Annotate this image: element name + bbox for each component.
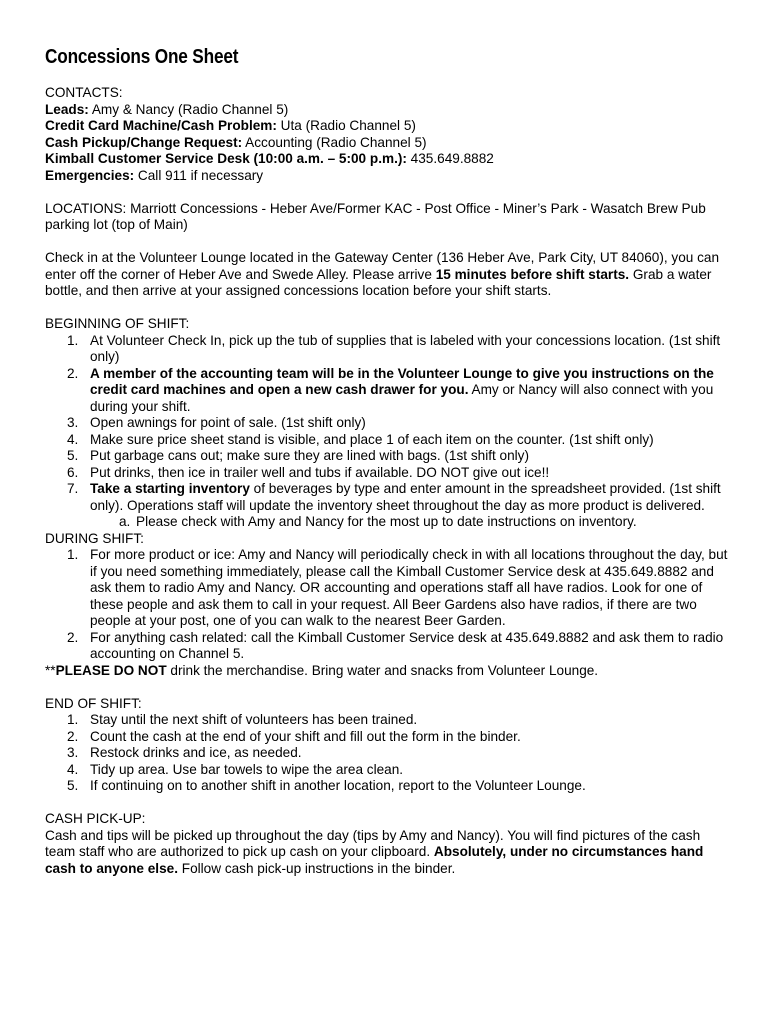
list-item <box>45 415 733 432</box>
end-list <box>45 712 733 795</box>
cash-text: Cash and tips will be picked up throughout the day (tips by Amy and Nancy). You will find pictures of the cash team staff who are authorized to pick up cash on your clipboard. <box>45 827 701 859</box>
beginning-section <box>45 316 733 531</box>
contact-label: Leads: <box>45 101 89 117</box>
item-text: Make sure price sheet stand is visible, and place 1 of each item on the counter. (1st shift only) <box>90 431 654 447</box>
item-bold: A member of the accounting team will be in the Volunteer Lounge to give you instructions on the credit card machines and open a new cash drawer for you. <box>90 365 714 397</box>
list-item <box>45 712 733 729</box>
item-number: 6. <box>67 464 79 480</box>
item-number: 1. <box>67 712 79 727</box>
item-number: 2. <box>67 629 79 645</box>
during-list <box>45 547 733 663</box>
item-number: 4. <box>67 761 79 777</box>
contact-line <box>45 151 733 168</box>
contacts-section <box>45 85 733 184</box>
end-heading: END OF SHIFT: <box>45 695 142 711</box>
item-text: Please check with Amy and Nancy for the most up to date instructions on inventory. <box>136 514 637 529</box>
contact-label: Cash Pickup/Change Request: <box>45 134 243 150</box>
list-item <box>45 778 733 795</box>
contact-label: Credit Card Machine/Cash Problem: <box>45 118 277 133</box>
list-item <box>45 366 733 416</box>
item-letter: a. <box>119 514 131 529</box>
item-text: Amy or Nancy will also connect with you during your shift. <box>90 382 714 414</box>
contact-label: Emergencies: <box>45 167 135 183</box>
item-text: Restock drinks and ice, as needed. <box>90 745 302 760</box>
beginning-heading: BEGINNING OF SHIFT: <box>45 316 190 331</box>
item-text: Count the cash at the end of your shift and fill out the form in the binder. <box>90 728 521 744</box>
checkin-emphasis: 15 minutes before shift starts. <box>435 266 630 282</box>
note-text: drink the merchandise. Bring water and snacks from Volunteer Lounge. <box>166 662 599 678</box>
during-heading: DURING SHIFT: <box>45 530 144 546</box>
item-text: Stay until the next shift of volunteers has been trained. <box>90 712 418 727</box>
list-item <box>45 630 733 663</box>
item-number: 1. <box>67 332 79 348</box>
document-body <box>45 85 733 877</box>
contact-value: 435.649.8882 <box>406 151 494 166</box>
contact-value: Call 911 if necessary <box>134 167 264 183</box>
note-emphasis: PLEASE DO NOT <box>55 662 167 678</box>
item-number: 5. <box>67 448 79 463</box>
beginning-list <box>45 333 733 515</box>
cash-text-end: Follow cash pick-up instructions in the binder. <box>177 860 456 876</box>
item-text: Put garbage cans out; make sure they are lined with bags. (1st shift only) <box>90 448 530 463</box>
item-number: 3. <box>67 415 79 430</box>
item-number: 4. <box>67 431 79 447</box>
item-number: 5. <box>67 778 79 793</box>
locations-paragraph: LOCATIONS: Marriott Concessions - Heber Ave/Former KAC - Post Office - Miner’s Park - Wasatch Brew Pub parking lot (top of Main) <box>45 200 706 232</box>
list-item <box>45 432 733 449</box>
list-item <box>45 729 733 746</box>
list-item <box>45 448 733 465</box>
list-item <box>45 481 733 514</box>
cash-section <box>45 811 733 877</box>
checkin-paragraph <box>45 250 733 300</box>
item-text: Put drinks, then ice in trailer well and tubs if available. DO NOT give out ice!! <box>90 464 550 480</box>
during-section <box>45 531 733 680</box>
item-text: Tidy up area. Use bar towels to wipe the area clean. <box>90 761 404 777</box>
item-number: 2. <box>67 728 79 744</box>
contact-line <box>45 118 733 135</box>
beginning-sublist <box>45 514 733 531</box>
list-item <box>45 745 733 762</box>
contact-value: Amy & Nancy (Radio Channel 5) <box>88 101 289 117</box>
page-title: Concessions One Sheet <box>45 46 239 68</box>
contact-label: Kimball Customer Service Desk (10:00 a.m. – 5:00 p.m.): <box>45 151 407 166</box>
checkin-text: Check in at the Volunteer Lounge located in the Gateway Center (136 Heber Ave, Park City, UT 84060), you can enter off the corner of Heber Ave and Swede Alley. Please arrive <box>45 250 720 282</box>
list-item <box>45 333 733 366</box>
item-text: At Volunteer Check In, pick up the tub of supplies that is labeled with your concessions location. (1st shift only) <box>90 332 721 364</box>
cash-heading: CASH PICK-UP: <box>45 811 146 826</box>
warning-note <box>45 663 733 680</box>
contact-line <box>45 168 733 185</box>
item-number: 2. <box>67 365 79 381</box>
contact-value: Accounting (Radio Channel 5) <box>242 134 427 150</box>
item-text: of beverages by type and enter amount in the spreadsheet provided. (1st shift only). Operations staff will update the inventory sheet throughout the day as more product is delivered. <box>90 481 721 513</box>
item-text: For more product or ice: Amy and Nancy will periodically check in with all locations throughout the day, but if you need something immediately, please call the Kimball Customer Service desk at 435.649.8882 and ask them to radio Amy and Nancy. OR accounting and operations staff all have radios. Look for one of these people and ask them to call in your request. All Beer Gardens also have radios, if there are two people at your post, one of you can walk to the nearest Beer Garden. <box>90 547 728 628</box>
end-section <box>45 696 733 795</box>
item-bold: Take a starting inventory <box>90 481 250 496</box>
contact-line <box>45 135 733 152</box>
list-item <box>45 465 733 482</box>
sub-list-item <box>45 514 733 531</box>
item-text: Open awnings for point of sale. (1st shift only) <box>90 415 366 430</box>
contact-line <box>45 102 733 119</box>
cash-paragraph <box>45 828 733 878</box>
item-number: 1. <box>67 547 79 562</box>
checkin-text-end: Grab a water bottle, and then arrive at your assigned concessions location before your shift starts. <box>45 266 712 298</box>
contacts-heading: CONTACTS: <box>45 85 123 100</box>
note-prefix: ** <box>45 662 56 678</box>
item-text: If continuing on to another shift in another location, report to the Volunteer Lounge. <box>90 778 586 793</box>
item-text: For anything cash related: call the Kimball Customer Service desk at 435.649.8882 and ask them to radio accounting on Channel 5. <box>90 629 724 661</box>
list-item <box>45 762 733 779</box>
item-number: 7. <box>67 481 79 496</box>
item-number: 3. <box>67 745 79 760</box>
list-item <box>45 547 733 630</box>
cash-emphasis: Absolutely, under no circumstances hand cash to anyone else. <box>45 844 704 876</box>
contact-value: Uta (Radio Channel 5) <box>276 118 416 133</box>
